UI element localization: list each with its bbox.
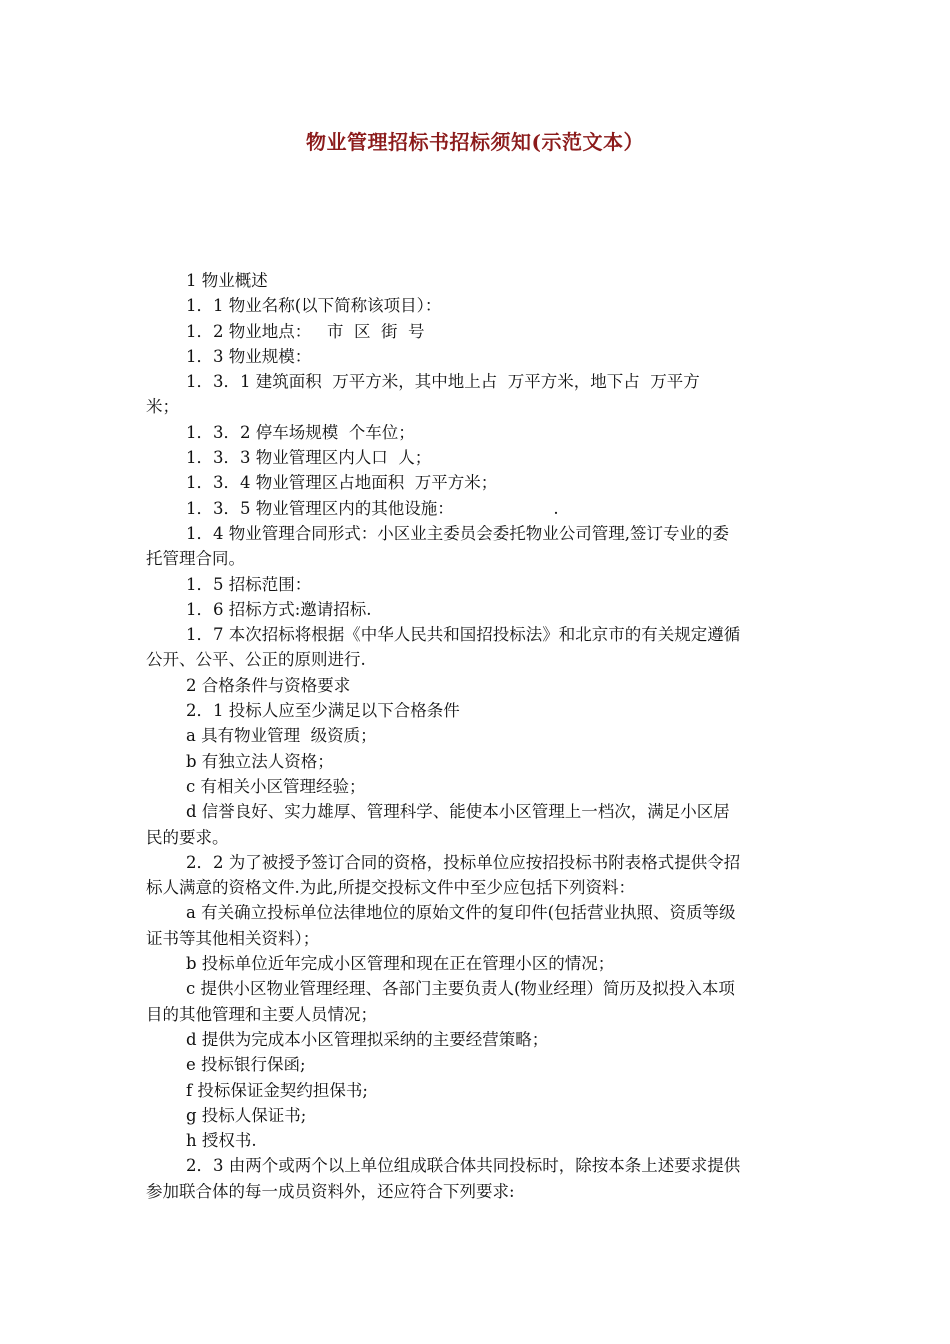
text-line: 米； xyxy=(146,397,179,417)
text-line: g 投标人保证书; xyxy=(186,1105,307,1125)
text-line: d 提供为完成本小区管理拟采纳的主要经营策略； xyxy=(186,1029,549,1049)
text-line: 1．6 招标方式:邀请招标. xyxy=(186,599,372,619)
text-line: 2．3 由两个或两个以上单位组成联合体共同投标时，除按本条上述要求提供 xyxy=(186,1156,741,1176)
text-line: f 投标保证金契约担保书; xyxy=(186,1080,368,1100)
text-line: 证书等其他相关资料）； xyxy=(146,928,320,948)
text-line: 1．3．4 物业管理区占地面积 万平方米； xyxy=(186,473,498,493)
text-line: 民的要求。 xyxy=(146,827,229,847)
text-line: 1．1 物业名称(以下简称该项目）： xyxy=(186,296,442,316)
text-line: 1．3．2 停车场规模 个车位； xyxy=(186,422,415,442)
text-line: a 具有物业管理 级资质； xyxy=(186,726,377,746)
text-line: 1．3．5 物业管理区内的其他设施： . xyxy=(186,498,559,518)
text-line: 1．5 招标范围： xyxy=(186,574,312,594)
text-line: 1．7 本次招标将根据《中华人民共和国招投标法》和北京市的有关规定遵循 xyxy=(186,625,741,645)
text-line: 1．3 物业规模： xyxy=(186,346,312,366)
text-line: 2．1 投标人应至少满足以下合格条件 xyxy=(186,701,460,721)
text-line: 目的其他管理和主要人员情况； xyxy=(146,1004,377,1024)
document-body xyxy=(146,268,806,1204)
text-line: c 提供小区物业管理经理、各部门主要负责人(物业经理）简历及拟投入本项 xyxy=(186,979,735,999)
text-line: c 有相关小区管理经验； xyxy=(186,776,366,796)
text-line: b 有独立法人资格； xyxy=(186,751,334,771)
text-line: 标人满意的资格文件.为此,所提交投标文件中至少应包括下列资料： xyxy=(146,878,635,898)
text-line: h 授权书. xyxy=(186,1131,257,1151)
text-line: b 投标单位近年完成小区管理和现在正在管理小区的情况； xyxy=(186,954,615,974)
text-line: 1．3．3 物业管理区内人口 人； xyxy=(186,448,432,468)
text-line: 托管理合同。 xyxy=(146,549,245,569)
text-line: 2．2 为了被授予签订合同的资格，投标单位应按招投标书附表格式提供令招 xyxy=(186,852,741,872)
text-line: 参加联合体的每一成员资料外，还应符合下列要求: xyxy=(146,1181,515,1201)
text-line: 公开、公平、公正的原则进行. xyxy=(146,650,366,670)
text-line: 2 合格条件与资格要求 xyxy=(186,675,351,695)
text-line: 1．3．1 建筑面积 万平方米，其中地上占 万平方米，地下占 万平方 xyxy=(186,372,700,392)
text-line: a 有关确立投标单位法律地位的原始文件的复印件(包括营业执照、资质等级 xyxy=(186,903,736,923)
text-line: d 信誉良好、实力雄厚、管理科学、能使本小区管理上一档次，满足小区居 xyxy=(186,802,730,822)
text-line: 1 物业概述 xyxy=(186,271,268,290)
text-line: 1．2 物业地点： 市 区 街 号 xyxy=(186,321,425,341)
text-line: 1．4 物业管理合同形式：小区业主委员会委托物业公司管理,签订专业的委 xyxy=(186,523,729,543)
text-line: e 投标银行保函; xyxy=(186,1055,306,1075)
document-title: 物业管理招标书招标须知(示范文本） xyxy=(306,130,644,154)
